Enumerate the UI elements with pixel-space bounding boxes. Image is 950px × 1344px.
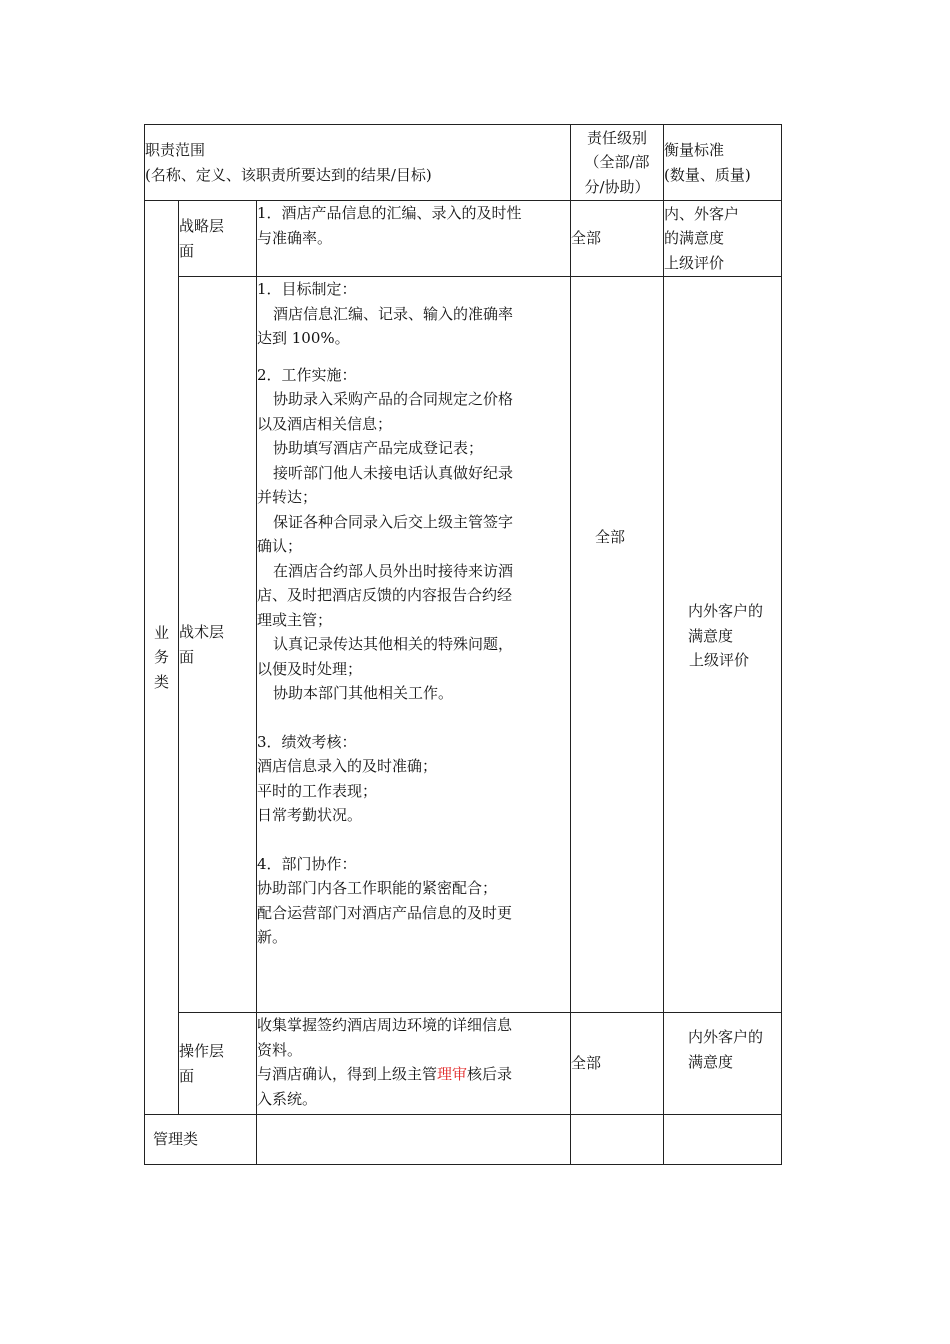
management-standard-cell (664, 1115, 782, 1165)
header-scope-cell (145, 125, 571, 201)
management-category-cell: 管理类 (145, 1115, 257, 1165)
operational-standard-cell: 内外客户的 满意度 (664, 1013, 782, 1115)
header-row (145, 125, 782, 201)
strategic-row (145, 201, 782, 277)
header-scope-subtitle: (名称、定义、该职责所要达到的结果/目标) (145, 165, 432, 184)
header-standard-cell (664, 125, 782, 201)
section-title: 4．部门协作： (257, 854, 357, 873)
header-level-sub1: （全部/部 (584, 153, 650, 172)
business-category-cell (145, 201, 179, 1115)
responsibility-table (144, 124, 782, 1165)
header-level-sub2: 分/协助） (584, 177, 650, 196)
header-scope-title: 职责范围 (145, 141, 206, 159)
header-standard-subtitle: (数量、质量) (664, 165, 751, 184)
strategic-standard-cell: 内、外客户 的满意度 上级评价 (664, 201, 782, 277)
management-row (145, 1115, 782, 1165)
tactical-level-cell: 全部 (571, 277, 664, 1013)
tactical-row (145, 277, 782, 1013)
operational-row (145, 1013, 782, 1115)
strategic-label-cell: 战略层 面 (179, 201, 257, 277)
operational-desc-cell: 收集掌握签约酒店周边环境的详细信息 资料。 与酒店确认，得到上级主管理审核后录 入系统。 (257, 1013, 571, 1115)
tactical-standard-cell: 内外客户的 满意度 上级评价 (664, 277, 782, 1013)
header-level-title: 责任级别 (586, 128, 647, 147)
strategic-level-cell: 全部 (571, 201, 664, 277)
section-title: 3．绩效考核： (257, 732, 357, 751)
section-title: 2．工作实施： (257, 365, 357, 384)
strategic-desc-cell: 1．酒店产品信息的汇编、录入的及时性 与准确率。 (257, 201, 571, 277)
operational-level-cell: 全部 (571, 1013, 664, 1115)
management-desc-cell (257, 1115, 571, 1165)
operational-label-cell: 操作层 面 (179, 1013, 257, 1115)
header-standard-title: 衡量标准 (664, 141, 725, 159)
header-level-cell (571, 125, 664, 201)
section-title: 1．目标制定： (257, 280, 357, 298)
tactical-label-cell: 战术层 面 (179, 277, 257, 1013)
highlighted-text: 理审 (437, 1065, 468, 1083)
business-category-label: 业 务 类 (153, 623, 169, 691)
management-level-cell (571, 1115, 664, 1165)
tactical-desc-cell: 1．目标制定： 酒店信息汇编、记录、输入的准确率 达到 100%。 2．工作实施： 协助录入采购产品的合同规定之价格 以及酒店相关信息； 协助填写酒店产品完成登记表； 接听部门他人未接电话认真做好纪录 并转达； 保证各种合同录入后交上级主管签字 确认； 在酒店合约部人员外出时接待来访酒 店、及时把酒店反馈的内容报告合约经 理或主管； 认真记录传达其他相关的特殊问题， 以便及时处理； 协助本部门其他相关工作。 3．绩效考核： 酒店信息录入的及时准确； 平时的工作表现； 日常考勤状况。 4．部门协作： 协助部门内各工作职能的紧密配合； 配合运营部门对酒店产品信息的及时更 新。 (257, 277, 571, 1013)
